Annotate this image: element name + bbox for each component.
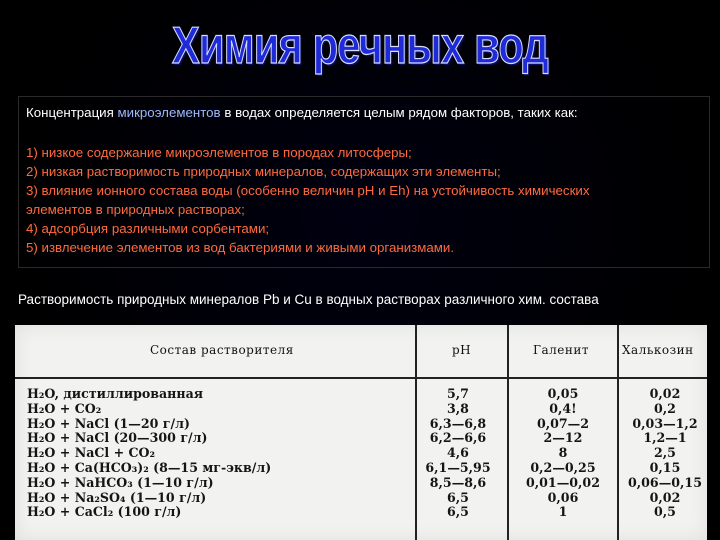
cell-ph: 6,5	[447, 504, 469, 520]
table-row	[15, 431, 707, 446]
factor-item: 4) адсорбция различными сорбентами;	[26, 221, 270, 236]
cell-ph: 8,5—8,6	[429, 474, 487, 490]
table-row	[15, 417, 707, 432]
cell-galena: 0,05	[547, 386, 579, 401]
factor-item: 1) низкое содержание микроэлементов в породах литосферы;	[26, 145, 412, 160]
cell-solvent: H₂O, дистиллированная	[27, 386, 204, 401]
factor-list	[26, 143, 712, 257]
cell-solvent: H₂O + Na₂SO₄ (1—10 г/л)	[27, 489, 207, 505]
factor-item: 2) низкая растворимость природных минералов, содержащих эти элементы;	[26, 164, 501, 179]
header-chalcocite: Халькозин	[622, 343, 694, 357]
cell-chalcocite: 2,5	[654, 445, 676, 461]
header-solvent: Состав растворителя	[150, 343, 294, 357]
cell-ph: 4,6	[447, 445, 469, 461]
table-row	[15, 505, 707, 520]
cell-ph: 6,3—6,8	[429, 415, 487, 431]
cell-galena: 0,2—0,25	[530, 459, 596, 475]
cell-chalcocite: 1,2—1	[643, 430, 687, 446]
cell-ph: 6,5	[447, 489, 469, 505]
table-row	[15, 402, 707, 417]
cell-galena: 0,4!	[549, 400, 577, 416]
cell-galena: 1	[558, 504, 568, 520]
cell-chalcocite: 0,2	[654, 400, 676, 416]
table-body	[15, 387, 707, 520]
cell-solvent: H₂O + NaCl + CO₂	[27, 445, 156, 461]
cell-solvent: H₂O + CO₂	[27, 400, 102, 416]
title-area	[0, 8, 720, 84]
cell-chalcocite: 0,15	[649, 459, 681, 475]
table-row	[15, 387, 707, 402]
cell-solvent: H₂O + NaCl (1—20 г/л)	[27, 415, 190, 431]
intro-sentence	[26, 105, 712, 120]
table-header	[15, 325, 707, 379]
header-ph: pH	[452, 343, 472, 357]
cell-solvent: H₂O + NaHCO₃ (1—10 г/л)	[27, 474, 214, 490]
cell-solvent: H₂O + CaCl₂ (100 г/л)	[27, 504, 182, 520]
cell-galena: 2—12	[543, 430, 583, 446]
cell-ph: 3,8	[447, 400, 469, 416]
intro-highlight: микроэлементов	[117, 105, 221, 120]
cell-galena: 8	[558, 445, 568, 461]
cell-solvent: H₂O + Ca(HCO₃)₂ (8—15 мг-экв/л)	[27, 459, 272, 475]
cell-galena: 0,06	[547, 489, 579, 505]
cell-chalcocite: 0,5	[654, 504, 676, 520]
table-row	[15, 446, 707, 461]
factor-item: элементов в природных растворах;	[26, 202, 245, 217]
solubility-table	[15, 325, 707, 540]
table-caption: Растворимость природных минералов Pb и Cu в водных растворах различного хим. состава	[18, 292, 599, 307]
table-row	[15, 476, 707, 491]
cell-chalcocite: 0,02	[649, 386, 681, 401]
cell-galena: 0,01—0,02	[526, 474, 600, 490]
cell-ph: 6,1—5,95	[425, 459, 491, 475]
table-row	[15, 491, 707, 506]
factor-item: 3) влияние ионного состава воды (особенно величин pH и Eh) на устойчивость химических	[26, 183, 590, 198]
cell-chalcocite: 0,02	[649, 489, 681, 505]
header-galena: Галенит	[533, 343, 589, 357]
cell-galena: 0,07—2	[536, 415, 590, 431]
table-row	[15, 461, 707, 476]
cell-chalcocite: 0,06—0,15	[628, 474, 702, 490]
cell-ph: 6,2—6,6	[429, 430, 487, 446]
cell-solvent: H₂O + NaCl (20—300 г/л)	[27, 430, 208, 446]
cell-ph: 5,7	[447, 386, 469, 401]
factor-item: 5) извлечение элементов из вод бактериями и живыми организмами.	[26, 240, 455, 255]
intro-prefix: Концентрация	[26, 105, 118, 120]
intro-suffix: в водах определяется целым рядом факторов, таких как:	[220, 105, 578, 120]
slide-title: Химия речных вод	[171, 17, 548, 75]
cell-chalcocite: 0,03—1,2	[632, 415, 698, 431]
